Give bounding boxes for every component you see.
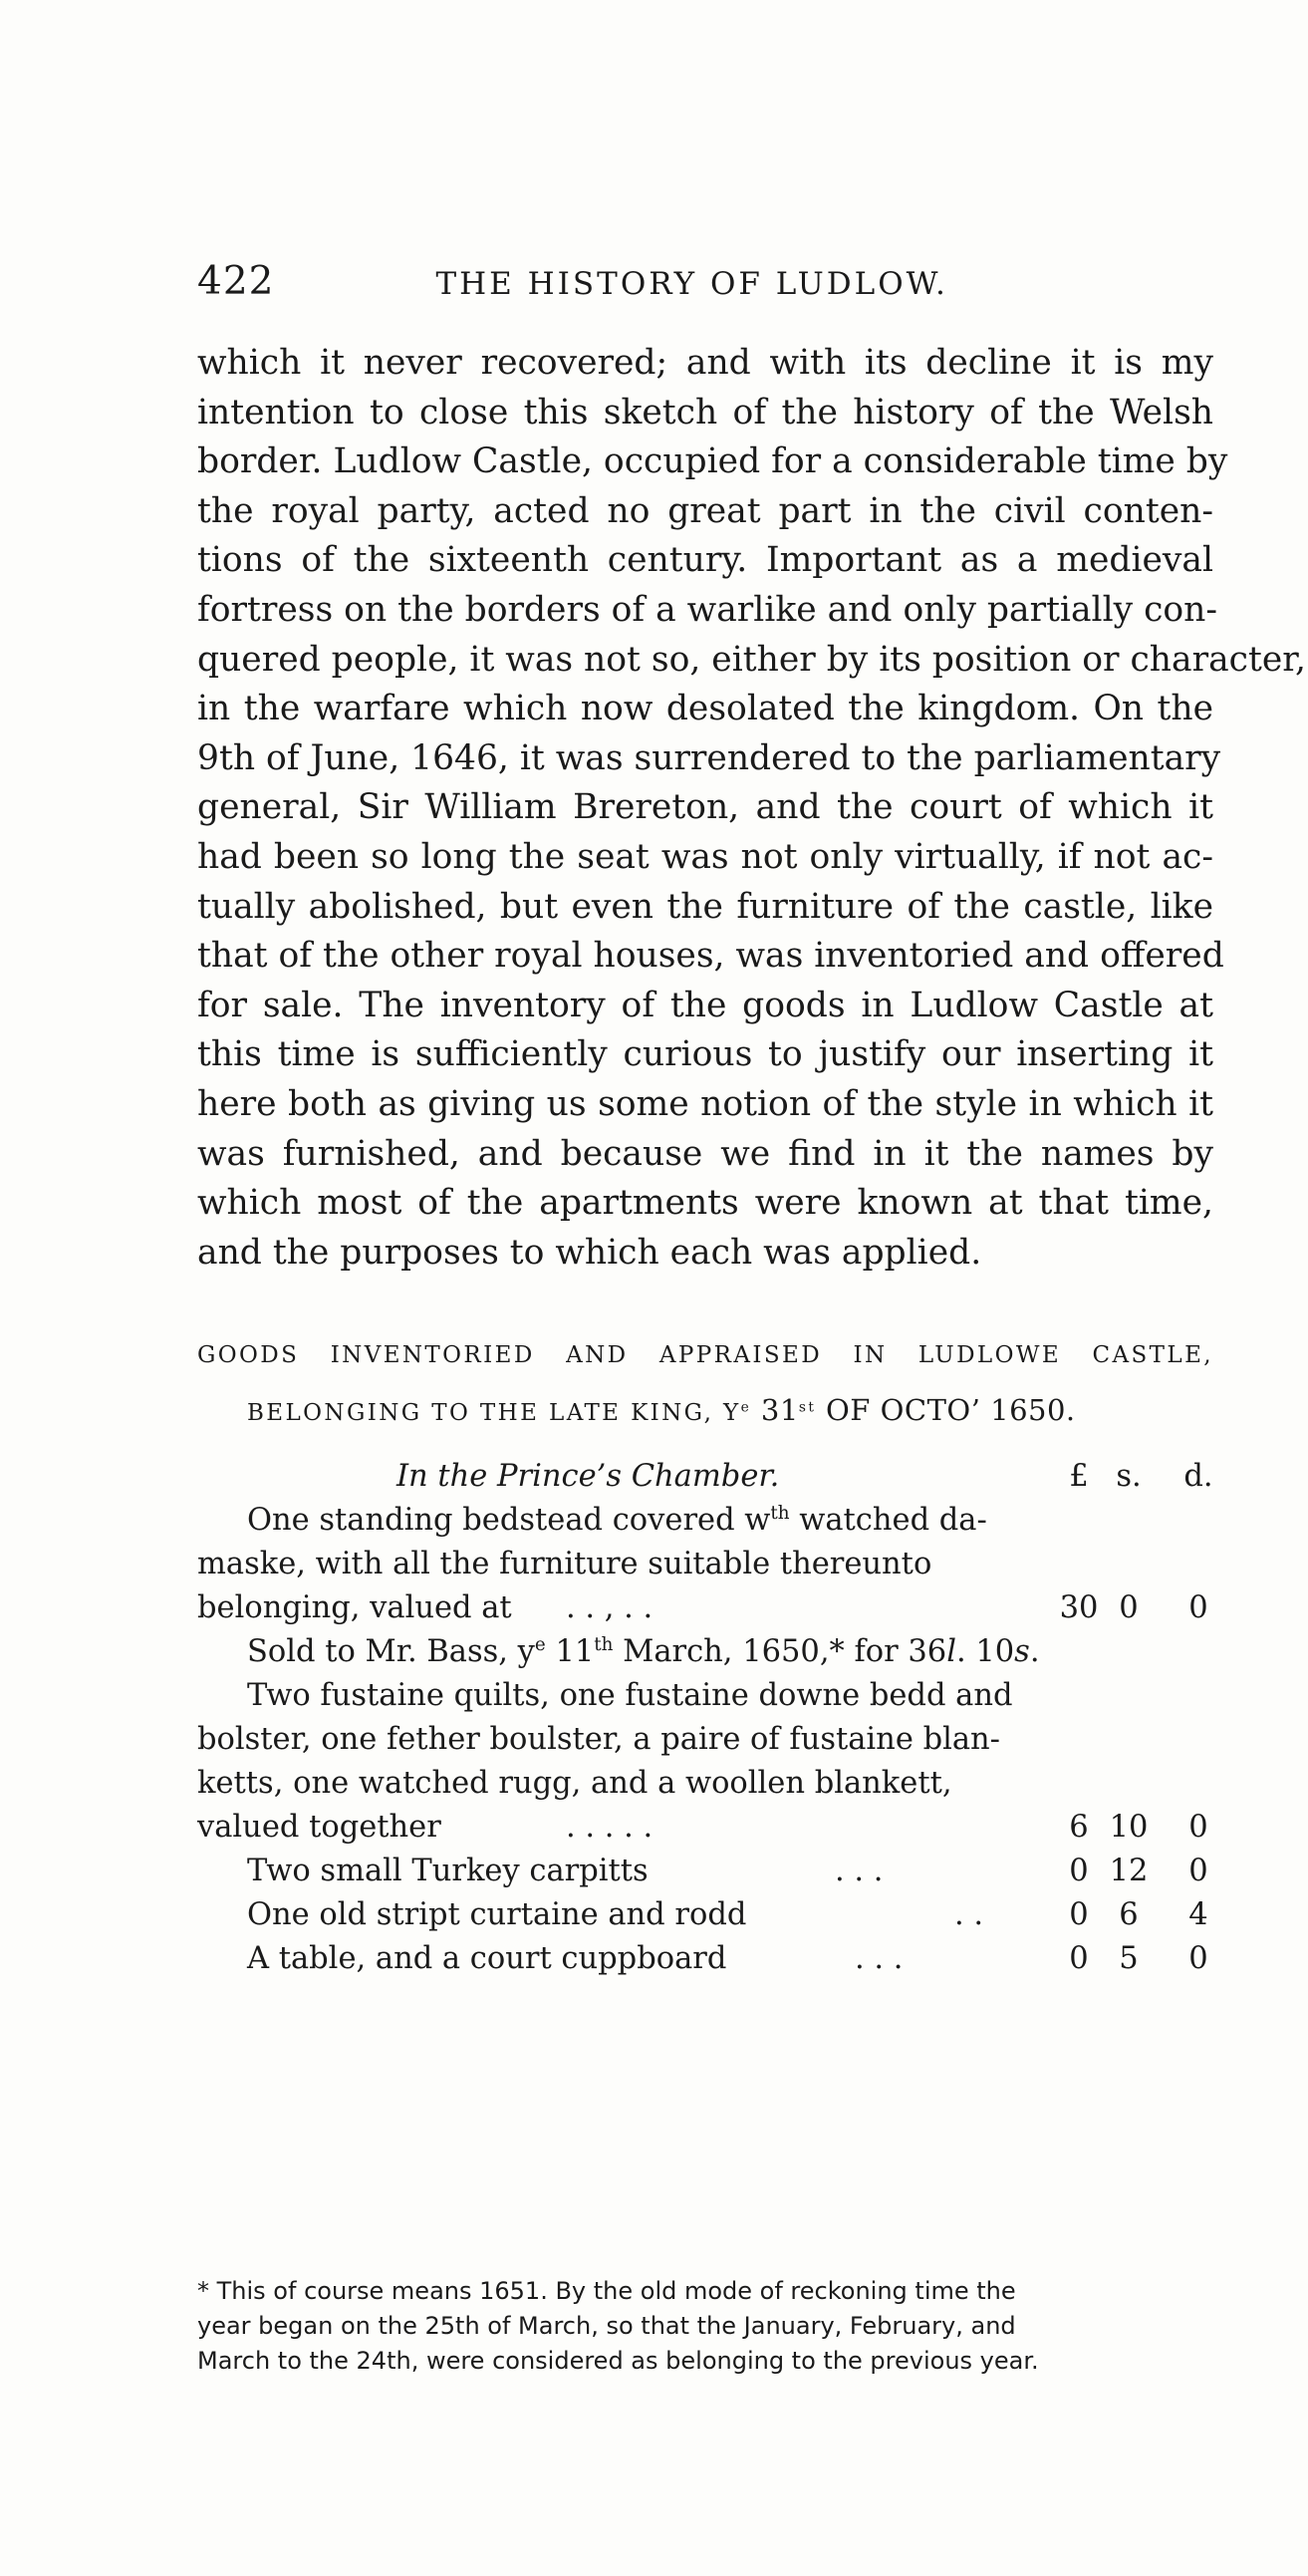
inventory-heading-line2 xyxy=(247,1393,1213,1427)
text-line: in the warfare which now desolated the kingdom. On the xyxy=(197,689,1213,729)
text-line: had been so long the seat was not only virtually, if not ac- xyxy=(197,836,1213,877)
inventory-table xyxy=(197,1455,1213,1981)
value-pence: 0 xyxy=(1188,1590,1208,1625)
item-text: belonging, valued at xyxy=(197,1590,512,1625)
sale-sup: e xyxy=(534,1633,546,1655)
value-pound: 30 xyxy=(1059,1590,1099,1625)
heading-text: 31 xyxy=(751,1393,799,1427)
inventory-item-line: bolster, one fether boulster, a paire of fustaine blan- xyxy=(197,1722,1000,1757)
footnote-line: March to the 24th, were considered as belonging to the previous year. xyxy=(197,2347,1039,2375)
sale-text: l xyxy=(946,1634,956,1669)
value-pound: 0 xyxy=(1069,1941,1089,1976)
heading-sup: st xyxy=(798,1399,817,1416)
text-line: the royal party, acted no great part in the civil conten- xyxy=(197,490,1213,531)
text-line: fortress on the borders of a warlike and only partially con- xyxy=(197,589,1218,630)
value-pence: 4 xyxy=(1188,1897,1208,1932)
heading-text: OF OCTO’ 1650. xyxy=(816,1393,1076,1427)
value-pound: 0 xyxy=(1069,1897,1089,1932)
text-line: here both as giving us some notion of the style in which it xyxy=(197,1083,1213,1124)
inventory-item-row xyxy=(197,1893,1213,1937)
item-text: A table, and a court cuppboard xyxy=(247,1941,727,1976)
inventory-heading-line1: GOODS INVENTORIED AND APPRAISED IN LUDLOWE CASTLE, xyxy=(197,1342,1213,1368)
item-text: watched da- xyxy=(789,1503,987,1538)
item-text: Two small Turkey carpitts xyxy=(247,1854,649,1888)
sale-text: 11 xyxy=(545,1634,595,1669)
inventory-item-row xyxy=(197,1937,1213,1981)
body-paragraph xyxy=(197,339,1306,1278)
value-shillings: 10 xyxy=(1109,1810,1149,1845)
chamber-title: In the Prince’s Chamber. xyxy=(396,1459,780,1494)
inventory-item-row xyxy=(197,1806,1213,1850)
heading-text: BELONGING TO THE LATE KING, Y xyxy=(247,1400,741,1426)
sale-text: Sold to Mr. Bass, y xyxy=(247,1634,535,1669)
sale-text: March, 1650,* for 36 xyxy=(613,1634,947,1669)
text-line: which it never recovered; and with its decline it is my xyxy=(197,343,1213,383)
leader-dots: . . , . . xyxy=(566,1590,654,1625)
text-line: was furnished, and because we find in it the names by xyxy=(197,1133,1213,1174)
value-pound: 0 xyxy=(1069,1854,1089,1888)
text-line: that of the other royal houses, was inventoried and offered xyxy=(197,936,1224,977)
sale-text: . 10 xyxy=(955,1634,1015,1669)
column-shillings: s. xyxy=(1116,1459,1142,1494)
value-pence: 0 xyxy=(1188,1854,1208,1888)
inventory-item-row xyxy=(197,1586,1213,1630)
text-line: general, Sir William Brereton, and the court of which it xyxy=(197,787,1213,828)
text-line: for sale. The inventory of the goods in Ludlow Castle at xyxy=(197,985,1213,1025)
inventory-item-line: maske, with all the furniture suitable thereunto xyxy=(197,1547,932,1581)
leader-dots: . . . . . xyxy=(566,1810,654,1845)
heading-sup: e xyxy=(740,1399,752,1416)
text-line: border. Ludlow Castle, occupied for a considerable time by xyxy=(197,441,1228,482)
column-pound: £ xyxy=(1069,1459,1089,1494)
text-line: and the purposes to which each was applied. xyxy=(197,1232,982,1273)
text-line: quered people, it was not so, either by its position or character, xyxy=(197,639,1306,680)
value-pence: 0 xyxy=(1188,1810,1208,1845)
value-pence: 0 xyxy=(1188,1941,1208,1976)
leader-dots: . . . xyxy=(835,1854,884,1888)
text-line: this time is sufficiently curious to justify our inserting it xyxy=(197,1034,1213,1075)
sale-note xyxy=(197,1630,1213,1674)
footnote-line: year began on the 25th of March, so that the January, February, and xyxy=(197,2312,1016,2340)
footnote-line: * This of course means 1651. By the old mode of reckoning time the xyxy=(197,2277,1016,2305)
inventory-item-line xyxy=(197,1499,1213,1543)
chamber-row xyxy=(197,1455,1213,1499)
text-line: 9th of June, 1646, it was surrendered to the parliamentary xyxy=(197,737,1221,778)
text-line: tually abolished, but even the furniture of the castle, like xyxy=(197,886,1213,927)
page-number: 422 xyxy=(197,259,275,304)
sale-text: s xyxy=(1014,1634,1030,1669)
text-line: tions of the sixteenth century. Important as a medieval xyxy=(197,540,1213,581)
text-line: intention to close this sketch of the history of the Welsh xyxy=(197,392,1213,432)
item-text: valued together xyxy=(197,1810,441,1845)
inventory-item-line: ketts, one watched rugg, and a woollen blankett, xyxy=(197,1766,952,1801)
item-text: One old stript curtaine and rodd xyxy=(247,1897,747,1932)
inventory-item-line: Two fustaine quilts, one fustaine downe bedd and xyxy=(247,1678,1013,1713)
value-shillings: 12 xyxy=(1109,1854,1149,1888)
value-pound: 6 xyxy=(1069,1810,1089,1845)
value-shillings: 6 xyxy=(1119,1897,1139,1932)
inventory-item-row xyxy=(197,1850,1213,1893)
footnote xyxy=(197,2274,1213,2379)
item-sup: th xyxy=(770,1502,790,1524)
leader-dots: . . xyxy=(954,1897,984,1932)
leader-dots: . . . xyxy=(855,1941,904,1976)
sale-text: . xyxy=(1029,1634,1040,1669)
text-line: which most of the apartments were known at that time, xyxy=(197,1183,1213,1224)
item-text: One standing bedstead covered w xyxy=(247,1503,771,1538)
running-head: THE HISTORY OF LUDLOW. xyxy=(435,266,948,302)
page-header xyxy=(197,259,1193,304)
value-shillings: 0 xyxy=(1119,1590,1139,1625)
value-shillings: 5 xyxy=(1119,1941,1139,1976)
column-pence: d. xyxy=(1183,1459,1213,1494)
sale-sup: th xyxy=(594,1633,614,1655)
